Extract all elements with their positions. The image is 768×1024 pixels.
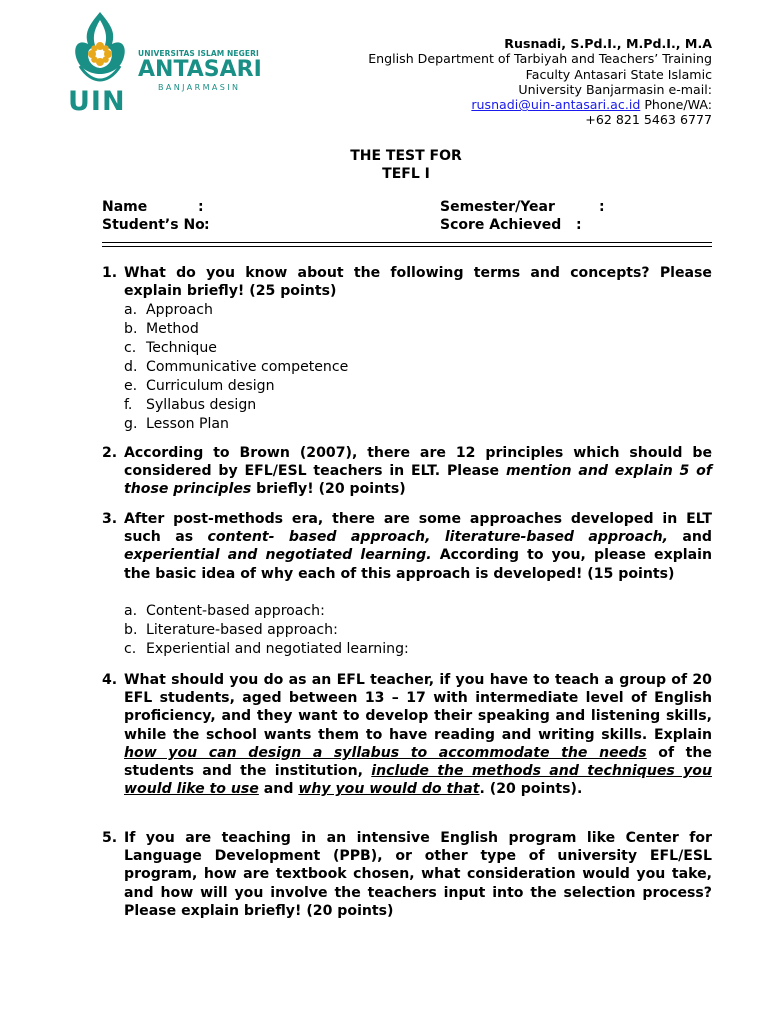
item-letter: a. [124, 302, 138, 318]
item-letter: d. [124, 359, 138, 375]
item-text: Lesson Plan [146, 416, 229, 432]
semester-colon: : [599, 199, 605, 215]
divider-top [102, 242, 712, 243]
item-text: Method [146, 321, 199, 337]
item-letter: c. [124, 641, 137, 657]
list-item [124, 339, 348, 358]
q3-emphasis-2: experiential and negotiated learning. [124, 547, 432, 564]
test-title [0, 147, 768, 183]
question-3 [102, 510, 712, 583]
logo-city-text: BANJARMASIN [158, 83, 241, 92]
contact-block [368, 36, 712, 128]
item-letter: a. [124, 603, 138, 619]
question-4 [102, 671, 712, 798]
q4-text-a: What should you do as an EFL teacher, if you have to teach a group of 20 EFL students, aged between 13 – 17 with intermediate level of English proficiency, and they want to develop their speaking and listening skills, while the school wants them to have reading and writing skills. Explain [124, 672, 712, 743]
list-item [124, 602, 409, 621]
logo-name-text: ANTASARI [138, 57, 262, 82]
fields-row-1 [102, 198, 712, 216]
q3-text-e: According to you, please explain the basic idea of why each of this approach is developed! (15 points) [124, 547, 712, 582]
question-2 [102, 444, 712, 499]
item-letter: b. [124, 321, 138, 337]
list-item [124, 415, 348, 434]
student-no-label: Student’s No [102, 217, 205, 233]
university-logo [66, 10, 262, 117]
question-5 [102, 829, 712, 920]
q2-text-c: briefly! (20 points) [251, 481, 406, 498]
score-label: Score Achieved [440, 217, 562, 233]
logo-university-text: UNIVERSITAS ISLAM NEGERI [138, 49, 259, 58]
list-item [124, 396, 348, 415]
list-item [124, 640, 409, 659]
item-letter: c. [124, 340, 137, 356]
list-item [124, 621, 409, 640]
item-letter: f. [124, 397, 133, 413]
fields-row-2 [102, 216, 712, 234]
q4-underline-3: why you would do that [298, 781, 480, 798]
list-item [124, 377, 348, 396]
item-text: Experiential and negotiated learning: [146, 641, 409, 657]
title-line-2: TEFL I [382, 166, 430, 182]
item-letter: e. [124, 378, 138, 394]
list-item [124, 358, 348, 377]
divider-bottom [102, 246, 712, 247]
contact-line-3: University Banjarmasin e-mail: [518, 81, 712, 97]
question-number: 1. [102, 265, 118, 281]
item-text: Communicative competence [146, 359, 349, 375]
q2-text-a: According to Brown (2007), there are 12 principles which should be considered by EFL/ESL teachers in ELT. Please [124, 445, 712, 480]
q3-text-a: After post-methods era, there are some approaches developed in ELT such as [124, 511, 712, 546]
email-link[interactable]: rusnadi@uin-antasari.ac.id [471, 97, 641, 113]
question-text [124, 444, 712, 499]
author-name: Rusnadi, S.Pd.I., M.Pd.I., M.A [504, 36, 712, 51]
item-text: Content-based approach: [146, 603, 325, 619]
question-1 [102, 264, 712, 300]
question-text: What do you know about the following terms and concepts? Please explain briefly! (25 points) [124, 265, 712, 300]
item-text: Technique [146, 340, 217, 356]
list-item [124, 320, 348, 339]
semester-label: Semester/Year [440, 199, 555, 215]
question-number: 3. [102, 511, 118, 527]
contact-line-1: English Department of Tarbiyah and Teachers’ Training [368, 51, 712, 67]
uin-emblem-icon [66, 10, 136, 90]
contact-email-line [368, 97, 712, 112]
q4-underline-1: how you can design a syllabus to accommodate the needs [124, 744, 647, 761]
q4-underline-2: include the methods and techniques you would like to use [124, 763, 712, 798]
q3-text-c: and [667, 529, 712, 546]
item-text: Syllabus design [146, 397, 257, 413]
q3-item-list [124, 602, 409, 659]
question-number: 5. [102, 830, 118, 846]
item-text: Literature-based approach: [146, 622, 338, 638]
question-text [124, 510, 712, 583]
name-colon: : [198, 199, 204, 215]
question-text [124, 671, 712, 798]
q4-text-e: and [258, 781, 299, 798]
q1-item-list [124, 301, 348, 434]
list-item [124, 301, 348, 320]
phone-number: +62 821 5463 6777 [585, 112, 712, 128]
item-text: Approach [146, 302, 213, 318]
name-label: Name [102, 199, 148, 215]
q3-emphasis-1: content- based approach, literature-based approach, [207, 529, 668, 546]
question-number: 2. [102, 445, 118, 461]
q4-text-g: . (20 points). [479, 781, 583, 798]
q2-emphasis: mention and explain 5 of those principles [124, 463, 712, 498]
q4-text-c: of the students and the institution, [124, 744, 712, 780]
student-no-colon: : [204, 217, 210, 233]
question-text: If you are teaching in an intensive English program like Center for Language Development (PPB), or other type of university EFL/ESL program, how are textbook chosen, what consideration would you take, and how will you involve the teachers input into the selection process? Please explain briefly! (20 points) [124, 830, 712, 919]
title-line-1: THE TEST FOR [350, 148, 462, 164]
item-letter: b. [124, 622, 138, 638]
contact-line-2: Faculty Antasari State Islamic [525, 66, 712, 82]
student-fields [102, 198, 712, 234]
item-letter: g. [124, 416, 138, 432]
phone-label: Phone/WA: [640, 97, 712, 113]
item-text: Curriculum design [146, 378, 275, 394]
logo-uin-text: UIN [68, 86, 126, 117]
question-number: 4. [102, 672, 118, 688]
score-colon: : [576, 217, 582, 233]
